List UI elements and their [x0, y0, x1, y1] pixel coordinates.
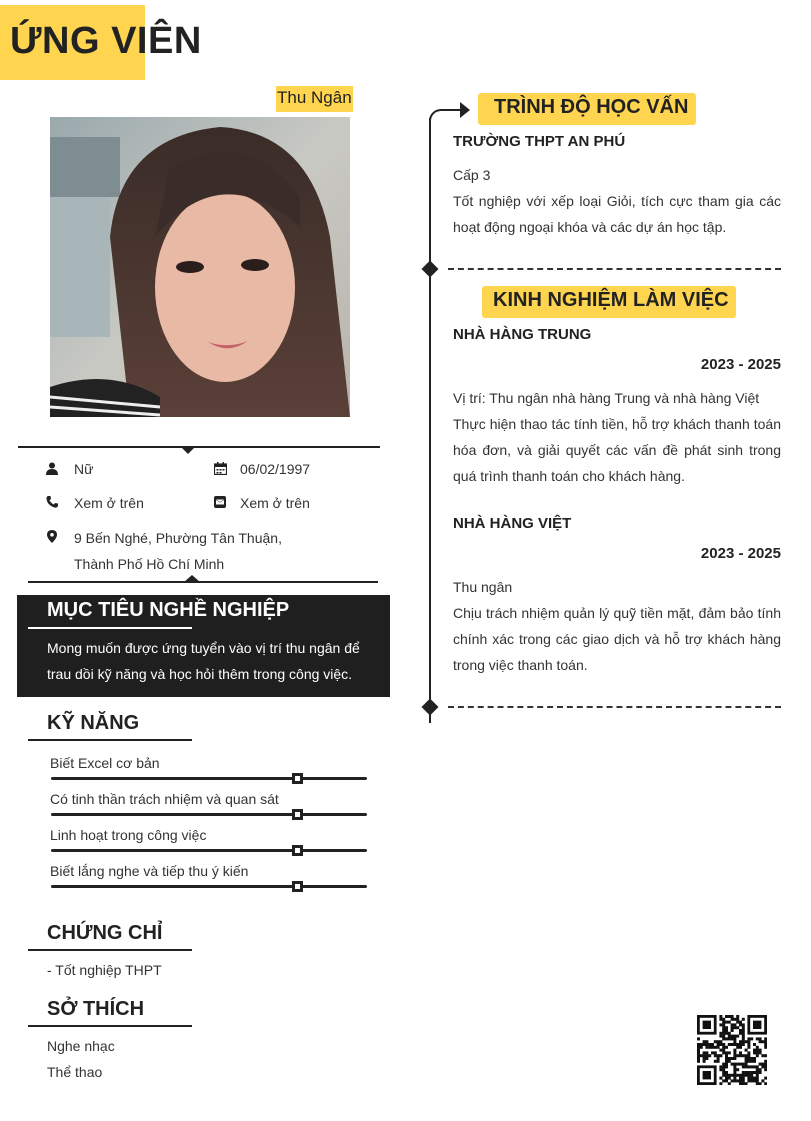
- objective-title: MỤC TIÊU NGHỀ NGHIỆP: [47, 599, 290, 621]
- skill-bar: [51, 813, 367, 816]
- skill-label: Linh hoạt trong công việc: [50, 827, 207, 843]
- certificates-underline: [28, 949, 192, 951]
- job-period: 2023 - 2025: [700, 545, 781, 562]
- hobbies-title: SỞ THÍCH: [47, 998, 145, 1020]
- objective-text: Mong muốn được ứng tuyển vào vị trí thu ngân để trau dồi kỹ năng và học hỏi thêm trong công việc.: [47, 640, 360, 682]
- timeline-diamond: [422, 261, 439, 278]
- objective-underline: [28, 627, 192, 629]
- skill-bar: [51, 777, 367, 780]
- section-separator: [448, 706, 781, 708]
- experience-title: KINH NGHIỆM LÀM VIỆC: [493, 289, 729, 311]
- skill-label: Có tinh thần trách nhiệm và quan sát: [50, 791, 279, 807]
- info-divider-top: [18, 446, 380, 448]
- gender-value: Nữ: [74, 461, 94, 477]
- profile-photo: [50, 117, 350, 417]
- certificate-item: - Tốt nghiệp THPT: [47, 962, 162, 978]
- info-divider-notch: [180, 446, 196, 454]
- email-icon: [213, 495, 227, 509]
- skill-label: Biết Excel cơ bản: [50, 755, 160, 771]
- page-title: ỨNG VIÊN: [10, 20, 202, 62]
- company-name: NHÀ HÀNG VIỆT: [453, 515, 572, 532]
- birthdate-value: 06/02/1997: [240, 461, 311, 477]
- portrait-photo-icon: [50, 117, 350, 417]
- position-tag: Thu Ngân: [276, 86, 353, 112]
- certificates-title: CHỨNG CHỈ: [47, 922, 163, 944]
- hobby-item: Nghe nhạc: [47, 1038, 115, 1054]
- education-level: Cấp 3: [453, 167, 491, 183]
- job-description: Thực hiện thao tác tính tiền, hỗ trợ khách thanh toán hóa đơn, và giải quyết các vấn đề phát sinh trong quá trình thanh toán cho khách hàng.: [453, 416, 781, 484]
- job-description: Chịu trách nhiệm quản lý quỹ tiền mặt, đảm bảo tính chính xác trong các giao dịch và hỗ trợ khách hàng trong việc thanh toán.: [453, 605, 781, 673]
- email-value: Xem ở trên: [240, 495, 310, 511]
- skill-bar: [51, 849, 367, 852]
- job-period: 2023 - 2025: [700, 356, 781, 373]
- company-name: NHÀ HÀNG TRUNG: [453, 326, 592, 343]
- calendar-icon: [213, 461, 227, 475]
- hobbies-underline: [28, 1025, 192, 1027]
- skill-level-knob: [292, 809, 303, 820]
- phone-icon: [45, 495, 59, 509]
- school-name: TRƯỜNG THPT AN PHÚ: [453, 133, 626, 150]
- hobby-item: Thể thao: [47, 1064, 103, 1080]
- education-description: Tốt nghiệp với xếp loại Giỏi, tích cực tham gia các hoạt động ngoại khóa và các dự án học tập.: [453, 193, 781, 235]
- qr-code-icon: [697, 1015, 767, 1085]
- skill-label: Biết lắng nghe và tiếp thu ý kiến: [50, 863, 249, 879]
- skills-title: KỸ NĂNG: [47, 712, 140, 734]
- skill-level-knob: [292, 845, 303, 856]
- location-icon: [45, 529, 59, 543]
- timeline-curve: [429, 109, 445, 125]
- user-icon: [45, 461, 59, 475]
- skill-level-knob: [292, 881, 303, 892]
- address-value: 9 Bến Nghé, Phường Tân Thuận, Thành Phố Hồ Chí Minh: [74, 530, 282, 572]
- job-role: Thu ngân: [453, 579, 513, 595]
- timeline-arrow-icon: [460, 102, 470, 118]
- info-divider-bottom: [28, 581, 378, 583]
- skill-level-knob: [292, 773, 303, 784]
- skills-underline: [28, 739, 192, 741]
- phone-value: Xem ở trên: [74, 495, 144, 511]
- timeline-line: [429, 118, 431, 723]
- timeline-diamond: [422, 699, 439, 716]
- skill-bar: [51, 885, 367, 888]
- education-title: TRÌNH ĐỘ HỌC VẤN: [494, 96, 689, 118]
- section-separator: [448, 268, 781, 270]
- job-role: Vị trí: Thu ngân nhà hàng Trung và nhà hàng Việt: [453, 390, 760, 406]
